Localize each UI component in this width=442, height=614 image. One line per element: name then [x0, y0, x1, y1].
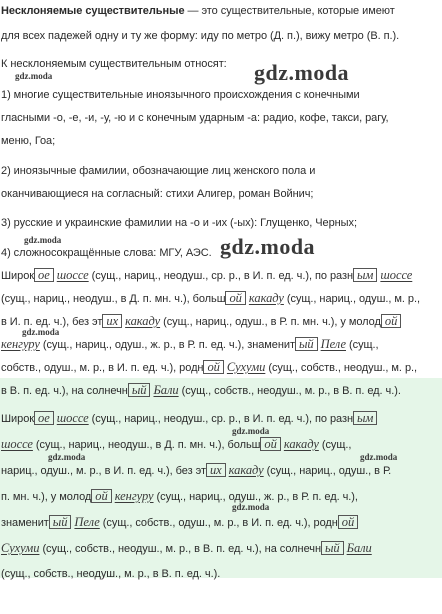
answer-line-5: знаменит ый Пеле (сущ., собств., одуш., м. р., в И. п. ед. ч.), родн ой [1, 515, 440, 529]
item-1-line-2: гласными -о, -е, -и, -у, -ю и с конечным ударным -а: радио, кофе, такси, рагу, [1, 112, 389, 124]
item-1-line-3: меню, Гоа; [1, 135, 56, 147]
underlined-word: Пеле [74, 515, 100, 529]
item-4-line: 4) сложносокращённые слова: МГУ, АЭС. [1, 247, 212, 259]
underlined-word: шоссе [1, 437, 33, 451]
ending-box: ой [260, 437, 280, 451]
answer-line-1: Широк ое шоссе (сущ., нариц., неодуш., ср. р., в И. п. ед. ч.), по разн ым [1, 411, 440, 425]
task-line-3: в И. п. ед. ч.), без эт их какаду (сущ., нариц., одуш., в Р. п. мн. ч.), у молод ой [1, 314, 440, 328]
watermark-small: gdz.moda [360, 452, 398, 462]
ending-box: ое [34, 268, 54, 282]
watermark-large: gdz.moda [254, 60, 350, 85]
intro-line: К несклоняемым существительным относят: [1, 58, 227, 70]
ending-box: ый [295, 337, 318, 351]
ending-box: ым [353, 268, 377, 282]
underlined-word: какаду [248, 291, 284, 305]
underlined-word: какаду [125, 314, 161, 328]
underlined-word: какаду [283, 437, 319, 451]
ending-box: ым [353, 411, 377, 425]
task-line-4: кенгуру (сущ., нариц., одуш., ж. р., в Р. п. ед. ч.), знаменит ый Пеле (сущ., [1, 337, 379, 351]
task-line-1: Широк ое шоссе (сущ., нариц., неодуш., ср. р., в И. п. ед. ч.), по разн ым шоссе [1, 268, 413, 282]
ending-box: ое [34, 411, 54, 425]
underlined-word: Сухуми [1, 541, 40, 555]
definition-line-1: Несклоняемые существительные — это существительные, которые имеют [1, 5, 395, 17]
task-line-2: (сущ., нариц., неодуш., в Д. п. мн. ч.), больш ой какаду (сущ., нариц., одуш., м. р., [1, 291, 420, 305]
answer-line-3: нариц., одуш., м. р., в И. п. ед. ч.), без эт их какаду (сущ., нариц., одуш., в Р. [1, 463, 392, 477]
answer-line-7: (сущ., собств., неодуш., м. р., в В. п. ед. ч.). [1, 568, 221, 580]
watermark-small: gdz.moda [15, 71, 53, 81]
ending-box: ой [381, 314, 401, 328]
watermark-small: gdz.moda [22, 327, 60, 337]
underlined-word: шоссе [56, 411, 89, 425]
item-3-line: 3) русские и украинские фамилии на -о и -их (-ых): Глущенко, Черных; [1, 217, 357, 229]
watermark-small: gdz.moda [24, 235, 62, 245]
answer-line-4: п. мн. ч.), у молод ой кенгуру (сущ., нариц., одуш., ж. р., в Р. п. ед. ч.), [1, 489, 358, 503]
ending-box: ой [203, 360, 223, 374]
underlined-word: шоссе [56, 268, 89, 282]
item-2-line-1: 2) иноязычные фамилии, обозначающие лиц женского пола и [1, 165, 316, 177]
underlined-word: шоссе [380, 268, 413, 282]
definition-term: Несклоняемые существительные [1, 5, 185, 17]
item-1-line-1: 1) многие существительные иноязычного происхождения с конечными [1, 89, 360, 101]
underlined-word: кенгуру [1, 337, 40, 351]
ending-box: их [102, 314, 122, 328]
underlined-word: Бали [346, 541, 372, 555]
underlined-word: Бали [153, 383, 179, 397]
watermark-large: gdz.moda [220, 234, 316, 259]
definition-line-2: для всех падежей одну и ту же форму: иду по метро (Д. п.), вижу метро (В. п.). [1, 30, 400, 42]
underlined-word: какаду [228, 463, 264, 477]
underlined-word: Сухуми [226, 360, 266, 374]
answer-line-6: Сухуми (сущ., собств., неодуш., м. р., в В. п. ед. ч.), на солнечн ый Бали [1, 541, 372, 555]
underlined-word: кенгуру [114, 489, 154, 503]
ending-box: ой [338, 515, 358, 529]
ending-box: ый [321, 541, 344, 555]
watermark-small: gdz.moda [232, 502, 270, 512]
underlined-word: Пеле [320, 337, 346, 351]
answer-line-2: шоссе (сущ., нариц., неодуш., в Д. п. мн. ч.), больш ой какаду (сущ., [1, 437, 352, 451]
watermark-small: gdz.moda [232, 426, 270, 436]
task-line-6: в В. п. ед. ч.), на солнечн ый Бали (сущ., собств., неодуш., м. р., в В. п. ед. ч.). [1, 383, 401, 397]
ending-box: их [206, 463, 226, 477]
task-line-5: собств., одуш., м. р., в И. п. ед. ч.), родн ой Сухуми (сущ., собств., неодуш., м. р., [1, 360, 418, 374]
ending-box: ой [91, 489, 111, 503]
ending-box: ой [225, 291, 245, 305]
ending-box: ый [49, 515, 72, 529]
ending-box: ый [128, 383, 151, 397]
watermark-small: gdz.moda [48, 452, 86, 462]
item-2-line-2: оканчивающиеся на согласный: стихи Алигер, роман Войнич; [1, 188, 314, 200]
